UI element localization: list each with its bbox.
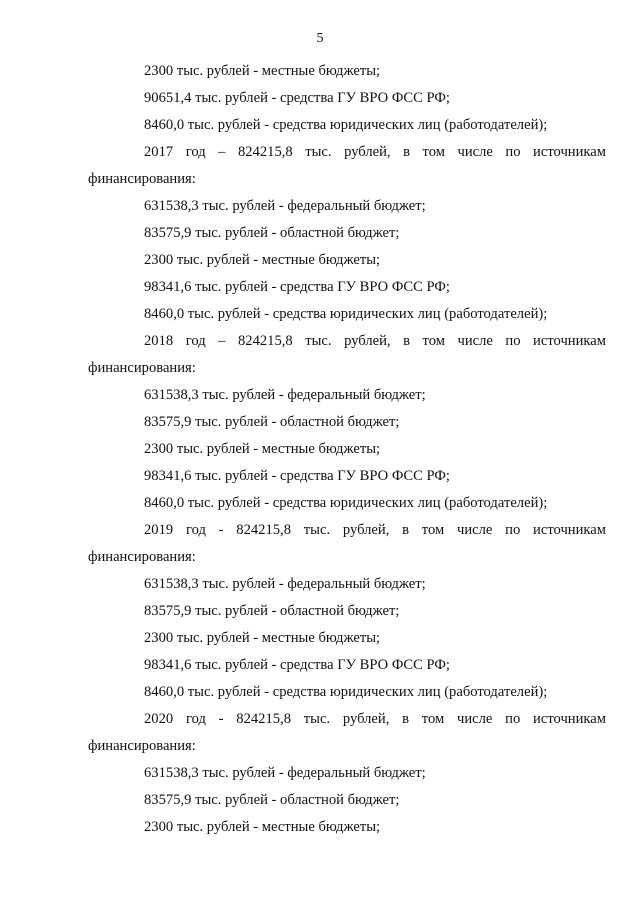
- text-line: 631538,3 тыс. рублей - федеральный бюджет;: [144, 387, 426, 403]
- text-line: 83575,9 тыс. рублей - областной бюджет;: [144, 414, 400, 430]
- year-heading-line: 2019 год - 824215,8 тыс. рублей, в том числе по источникам: [144, 522, 606, 538]
- text-line: 90651,4 тыс. рублей - средства ГУ ВРО ФСС РФ;: [144, 90, 450, 106]
- text-line: 8460,0 тыс. рублей - средства юридических лиц (работодателей);: [144, 306, 548, 322]
- text-line: финансирования:: [88, 360, 196, 376]
- text-line: 8460,0 тыс. рублей - средства юридических лиц (работодателей);: [144, 495, 548, 511]
- text-line: 2300 тыс. рублей - местные бюджеты;: [144, 441, 381, 457]
- text-line: 2300 тыс. рублей - местные бюджеты;: [144, 630, 381, 646]
- text-line: 83575,9 тыс. рублей - областной бюджет;: [144, 792, 400, 808]
- text-line: 631538,3 тыс. рублей - федеральный бюджет;: [144, 576, 426, 592]
- year-heading-line: 2020 год - 824215,8 тыс. рублей, в том числе по источникам: [144, 711, 606, 727]
- text-line: 2300 тыс. рублей - местные бюджеты;: [144, 819, 381, 835]
- text-line: 631538,3 тыс. рублей - федеральный бюджет;: [144, 765, 426, 781]
- text-line: 98341,6 тыс. рублей - средства ГУ ВРО ФСС РФ;: [144, 657, 450, 673]
- text-line: финансирования:: [88, 549, 196, 565]
- year-heading-line: 2018 год – 824215,8 тыс. рублей, в том числе по источникам: [144, 333, 606, 349]
- text-line: 98341,6 тыс. рублей - средства ГУ ВРО ФСС РФ;: [144, 279, 450, 295]
- text-line: 98341,6 тыс. рублей - средства ГУ ВРО ФСС РФ;: [144, 468, 450, 484]
- text-line: 8460,0 тыс. рублей - средства юридических лиц (работодателей);: [144, 117, 548, 133]
- text-line: 2300 тыс. рублей - местные бюджеты;: [144, 63, 381, 79]
- text-line: 83575,9 тыс. рублей - областной бюджет;: [144, 225, 400, 241]
- text-line: 83575,9 тыс. рублей - областной бюджет;: [144, 603, 400, 619]
- page-number: 5: [316, 31, 324, 46]
- text-line: финансирования:: [88, 738, 196, 754]
- year-heading-line: 2017 год – 824215,8 тыс. рублей, в том числе по источникам: [144, 144, 606, 160]
- text-line: финансирования:: [88, 171, 196, 187]
- document-body: [88, 58, 606, 841]
- text-line: 631538,3 тыс. рублей - федеральный бюджет;: [144, 198, 426, 214]
- text-line: 2300 тыс. рублей - местные бюджеты;: [144, 252, 381, 268]
- text-line: 8460,0 тыс. рублей - средства юридических лиц (работодателей);: [144, 684, 548, 700]
